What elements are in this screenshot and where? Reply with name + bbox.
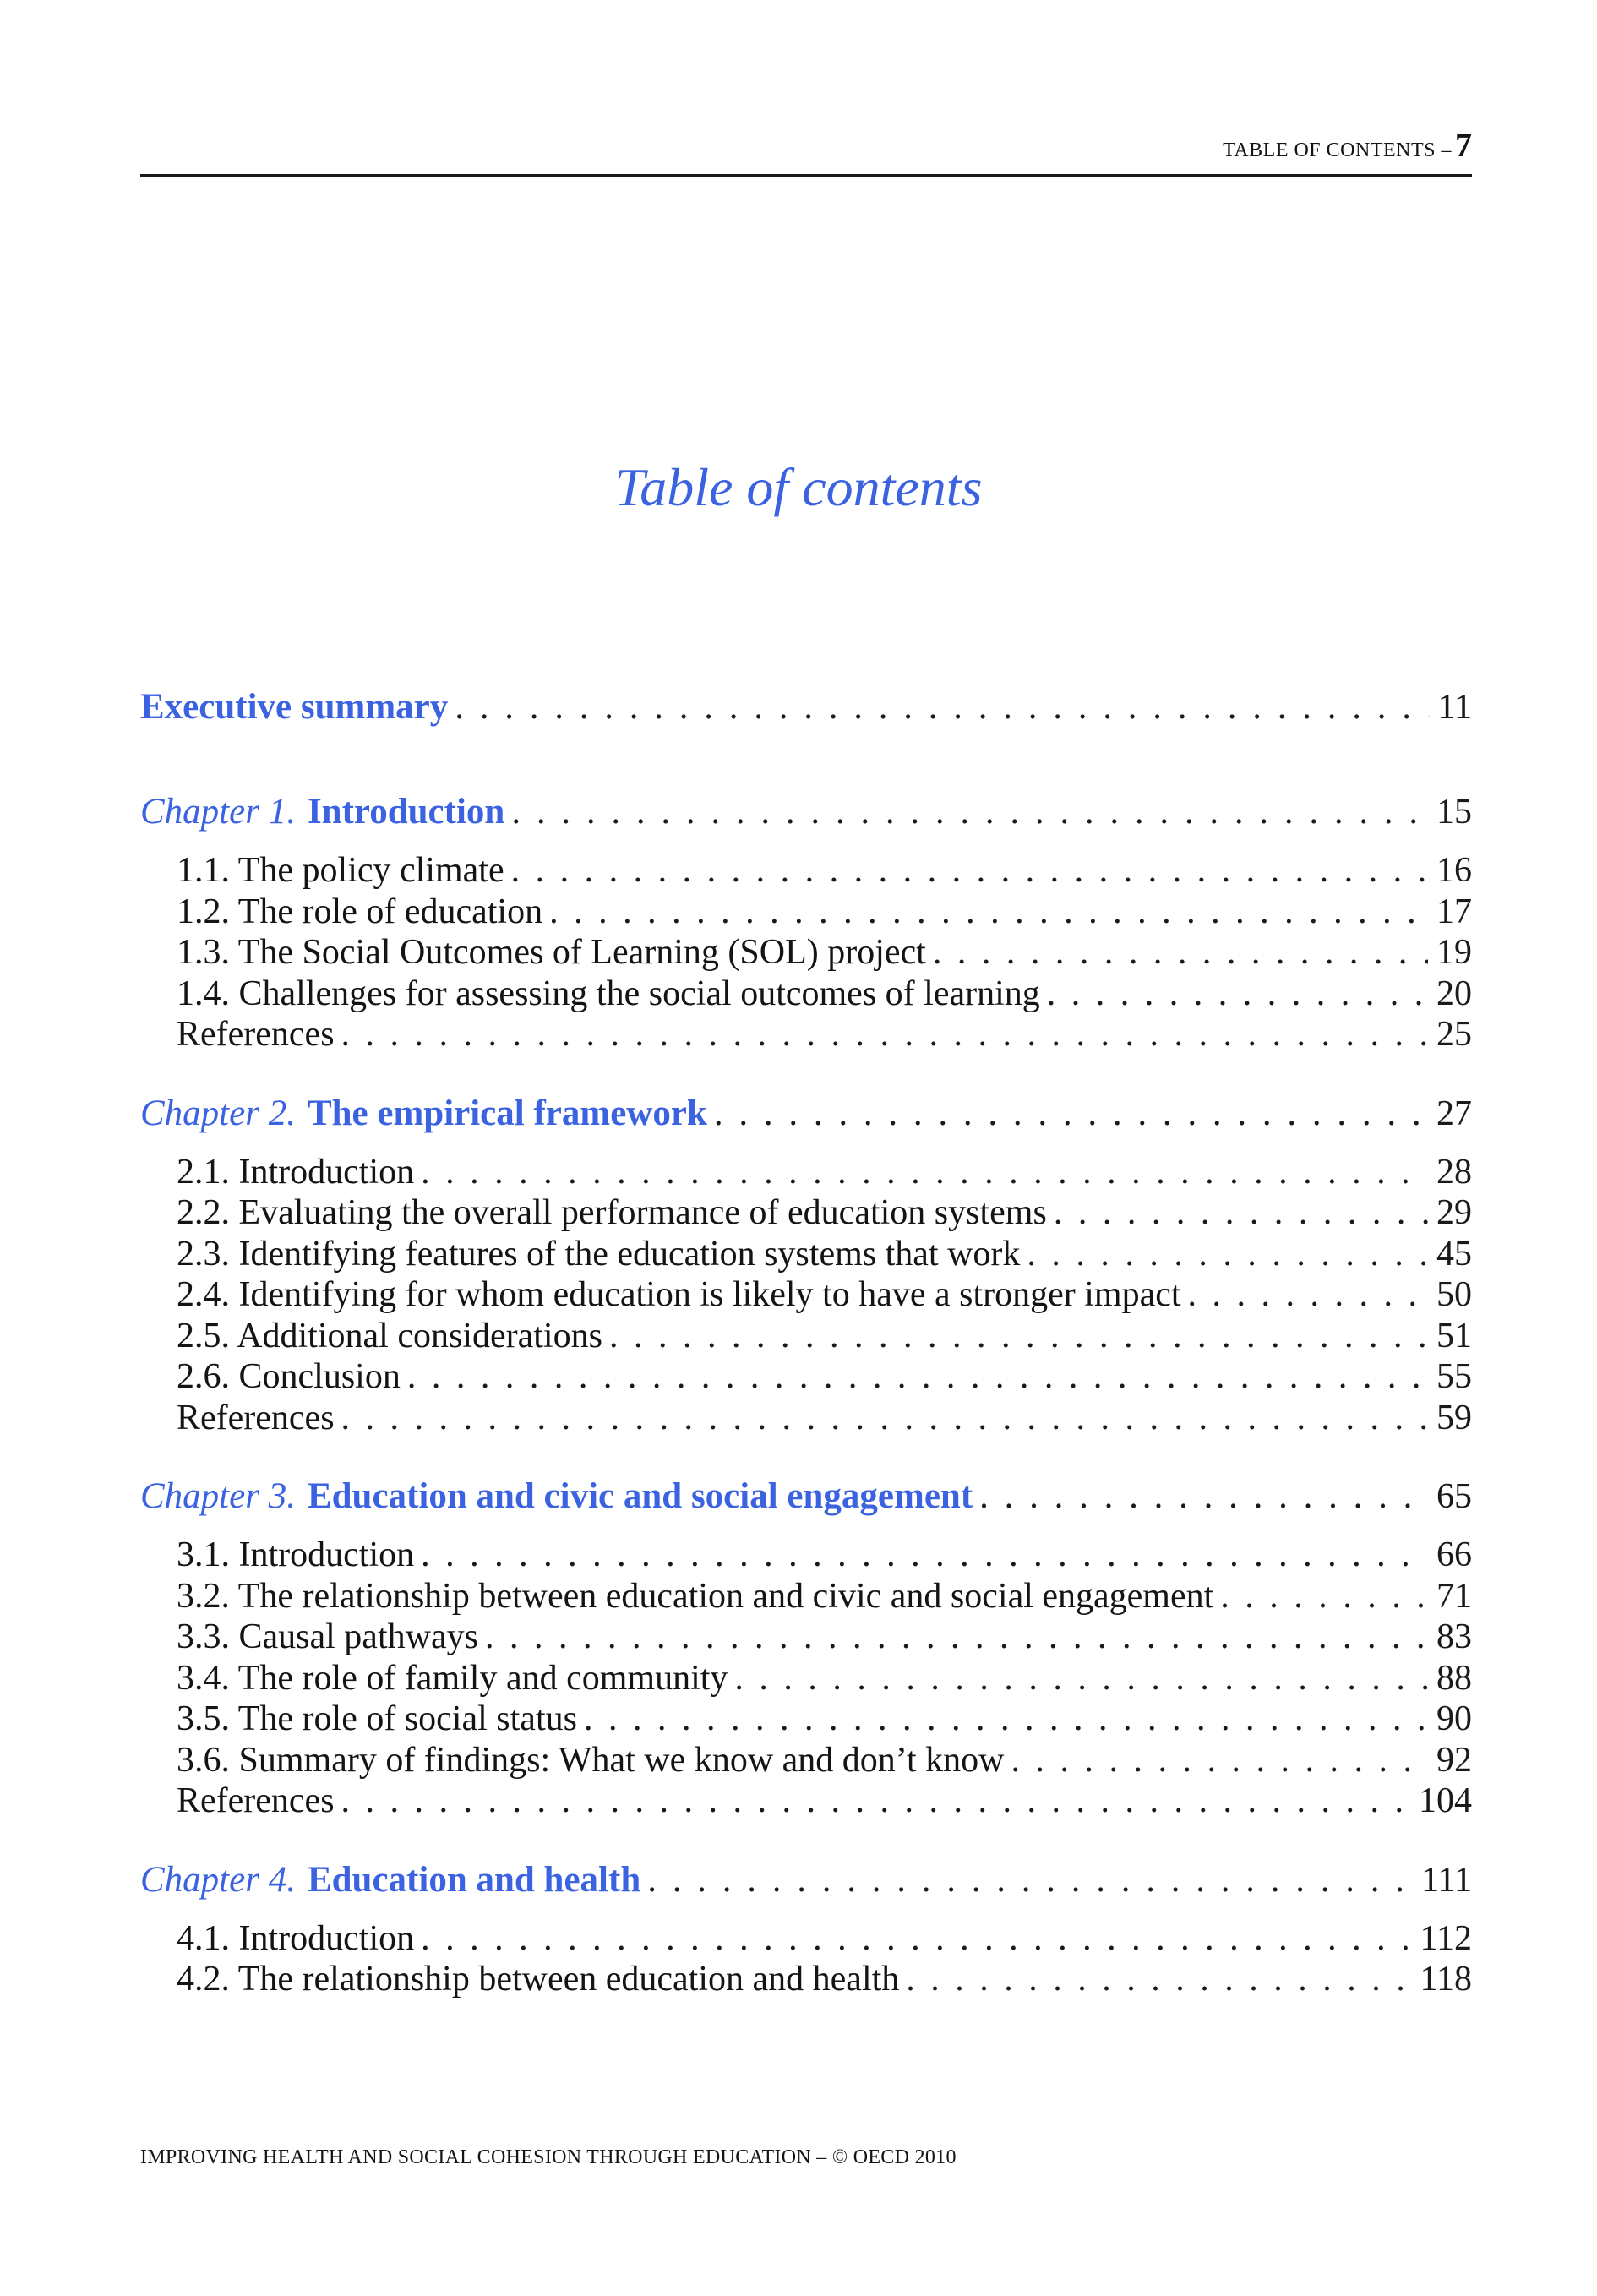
toc-entry-page: 11 [1437,688,1472,727]
toc-entry-label: 3.5. The role of social status [177,1699,577,1738]
toc-entry-label: 1.1. The policy climate [177,851,504,890]
toc-entry-page: 17 [1436,892,1472,931]
chapter-number: Chapter 1. [140,792,296,832]
toc-entry-page: 51 [1436,1316,1472,1355]
page-title: Table of contents [614,457,983,517]
toc-entry-page: 16 [1436,851,1472,890]
toc-entry-page: 71 [1436,1576,1472,1616]
chapter-number: Chapter 3. [140,1476,296,1516]
toc-section[interactable] [140,1740,1472,1781]
toc-entry-label: References [177,1398,335,1437]
toc-section[interactable] [140,1959,1472,2000]
dot-leader [549,892,1428,933]
toc-section[interactable] [140,850,1472,892]
toc-section[interactable] [140,1192,1472,1234]
dot-leader [421,1535,1428,1576]
toc-section[interactable] [140,1918,1472,1960]
dot-leader [1011,1740,1428,1781]
toc-chapter-1[interactable] [140,788,1472,837]
toc-entry-label: 4.2. The relationship between education and health [177,1960,900,1999]
toc-entry-label: 4.1. Introduction [177,1918,415,1958]
dot-leader [511,850,1428,892]
dot-leader [341,1781,1410,1822]
dot-leader [1047,973,1428,1015]
dot-leader [1054,1192,1428,1234]
toc-entry-label: 3.4. The role of family and community [177,1658,728,1698]
toc-entry-label: Executive summary [140,687,449,727]
toc-entry-page: 55 [1436,1357,1472,1396]
toc-section[interactable] [140,1356,1472,1398]
toc-entry-label: 2.6. Conclusion [177,1357,401,1396]
toc-section[interactable] [140,1152,1472,1193]
toc-entry-label: 3.1. Introduction [177,1535,415,1574]
toc-entry-label: 1.3. The Social Outcomes of Learning (SOL) project [177,933,926,972]
toc-entry-page: 92 [1436,1740,1472,1780]
toc-entry-page: 83 [1436,1617,1472,1656]
toc-section[interactable] [140,1617,1472,1658]
dot-leader [734,1658,1428,1699]
dot-leader [511,788,1428,837]
toc-section[interactable] [140,1658,1472,1699]
dot-leader [906,1959,1411,2000]
toc-chapter-3[interactable] [140,1472,1472,1521]
dot-leader [933,932,1428,973]
toc-section[interactable] [140,1576,1472,1617]
toc-section[interactable] [140,1234,1472,1275]
toc-entry-page: 90 [1436,1699,1472,1738]
toc-entry-page: 28 [1436,1152,1472,1192]
dot-leader [341,1014,1428,1055]
dot-leader [1220,1576,1428,1617]
chapter-title: The empirical framework [307,1093,707,1133]
dot-leader [647,1856,1413,1905]
toc-entry-page: 20 [1436,973,1472,1013]
chapter-title: Education and health [307,1859,641,1900]
toc-entry-page: 45 [1436,1234,1472,1273]
chapter-number: Chapter 4. [140,1859,296,1900]
toc-entry-page: 19 [1436,933,1472,972]
toc-section[interactable] [140,932,1472,973]
toc-entry-page: 65 [1436,1477,1472,1516]
toc-entry-page: 25 [1436,1015,1472,1054]
toc-section[interactable] [140,1398,1472,1439]
toc-section[interactable] [140,1699,1472,1740]
dot-leader [584,1699,1428,1740]
toc-entry-label: 2.4. Identifying for whom education is likely to have a stronger impact [177,1275,1181,1314]
toc-entry-page: 50 [1436,1275,1472,1314]
dot-leader [341,1398,1428,1439]
toc-entry-page: 111 [1421,1860,1472,1900]
toc-section[interactable] [140,1014,1472,1055]
toc-section[interactable] [140,1781,1472,1822]
toc-entry-page: 59 [1436,1398,1472,1437]
dot-leader [1027,1234,1428,1275]
toc-entry-page: 88 [1436,1658,1472,1698]
toc-entry-label: 1.4. Challenges for assessing the social outcomes of learning [177,973,1040,1013]
dot-leader [421,1152,1428,1193]
dot-leader [979,1472,1428,1521]
toc-entry-label: 2.1. Introduction [177,1152,415,1192]
toc-entry-label: 1.2. The role of education [177,892,543,931]
toc-entry-label: 3.2. The relationship between education and civic and social engagement [177,1576,1214,1616]
toc-entry-label: 3.6. Summary of findings: What we know and don’t know [177,1740,1005,1780]
toc-entry-page: 66 [1436,1535,1472,1574]
page-number: 7 [1455,126,1472,164]
chapter-title: Introduction [307,792,505,832]
toc-entry-label: References [177,1781,335,1820]
toc-entry-page: 112 [1420,1918,1472,1958]
toc-entry-label: 2.5. Additional considerations [177,1316,602,1355]
toc-section[interactable] [140,1274,1472,1316]
toc-entry-page: 29 [1436,1193,1472,1232]
dot-leader [421,1918,1411,1960]
chapter-title: Education and civic and social engagement [307,1476,973,1516]
toc-entry-page: 118 [1420,1960,1472,1999]
toc-entry-label: 2.3. Identifying features of the education systems that work [177,1234,1021,1273]
toc-section[interactable] [140,892,1472,933]
running-title: TABLE OF CONTENTS – [1223,139,1452,161]
toc-entry-executive-summary[interactable] [140,683,1472,732]
toc-chapter-4[interactable] [140,1856,1472,1905]
toc-entry-label: References [177,1015,335,1054]
toc-entry-label: 3.3. Causal pathways [177,1617,478,1656]
dot-leader [609,1316,1428,1357]
dot-leader [485,1617,1428,1658]
toc-section[interactable] [140,973,1472,1015]
toc-entry-label: 2.2. Evaluating the overall performance of education systems [177,1193,1047,1232]
table-of-contents [140,683,1472,2000]
dot-leader [407,1356,1428,1398]
dot-leader [455,683,1429,732]
chapter-number: Chapter 2. [140,1093,296,1133]
toc-section[interactable] [140,1535,1472,1576]
dot-leader [714,1089,1428,1138]
toc-entry-page: 27 [1436,1093,1472,1133]
toc-entry-page: 104 [1419,1781,1472,1820]
toc-entry-page: 15 [1436,793,1472,832]
toc-section[interactable] [140,1316,1472,1357]
dot-leader [1188,1274,1428,1316]
running-header [140,125,1472,177]
toc-chapter-2[interactable] [140,1089,1472,1138]
page-footer: IMPROVING HEALTH AND SOCIAL COHESION THROUGH EDUCATION – © OECD 2010 [140,2146,957,2168]
